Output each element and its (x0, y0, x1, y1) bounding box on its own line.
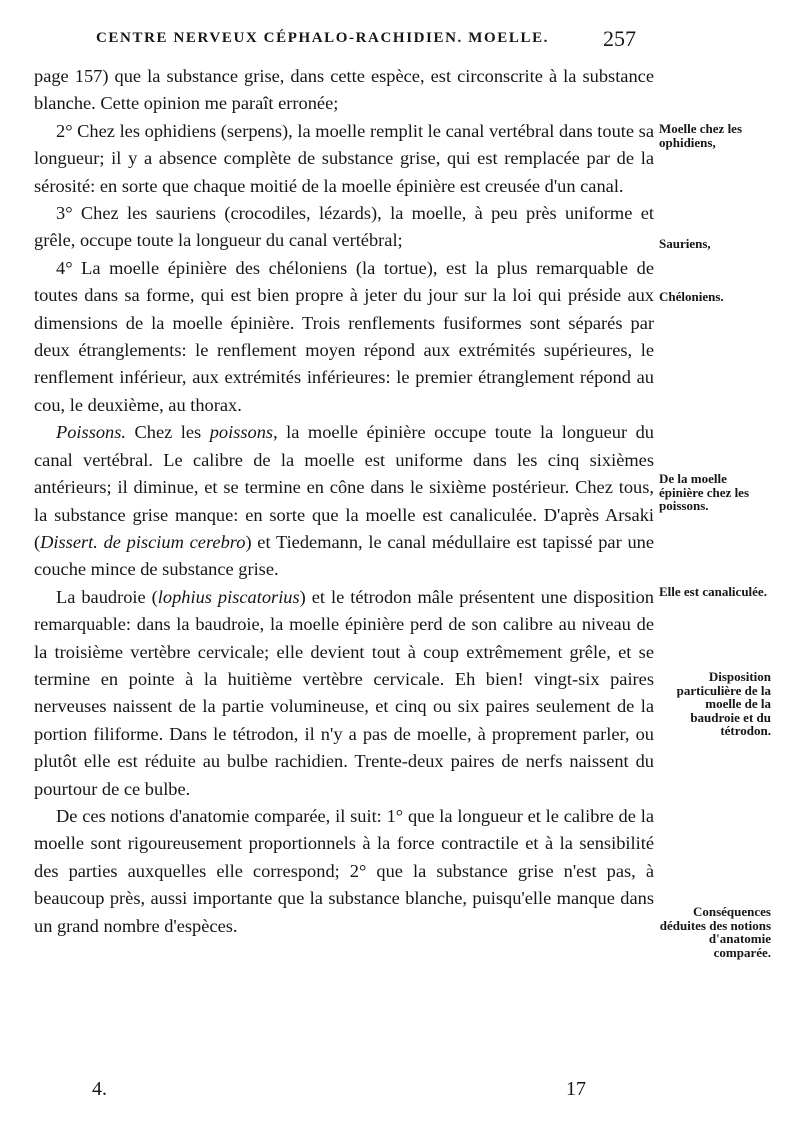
folio-number: 17 (566, 1078, 586, 1100)
citation-title: Dissert. de piscium cerebro (40, 531, 246, 552)
running-title: CENTRE NERVEUX CÉPHALO-RACHIDIEN. MOELLE. (96, 30, 550, 46)
paragraph-baudroie (34, 584, 654, 803)
paragraph-cheloniens: 4° La moelle épinière des chéloniens (la tortue), est la plus remarquable de toutes dans sa forme, qui est bien propre à jeter du jour sur la loi qui préside aux dimensions de la moelle épinière. Trois renflements fusiformes sont séparés par deux étranglements: le renflement moyen répond aux extrémités supérieures, le renflement inférieur, aux extrémités inférieures: le premier étranglement répond au cou, le deuxième, au thorax. (34, 257, 654, 415)
paragraph-sauriens: 3° Chez les sauriens (crocodiles, lézards), la moelle, à peu près uniforme et grêle, occupe toute la longueur du canal vertébral; (34, 203, 654, 251)
page-number: 257 (603, 26, 636, 51)
paragraph-continuation: page 157) que la substance grise, dans cette espèce, est circonscrite à la substance blanche. Cette opinion me paraît erronée; (34, 66, 654, 114)
section-lead-poissons: Poissons. (56, 422, 126, 443)
margin-note-poissons: De la moelle épinière chez les poissons. (659, 471, 750, 513)
text-run: ) et le tétrodon mâle présentent une disposition remarquable: dans la baudroie, la moelle épinière perd de son calibre au niveau de la troisième vertèbre cervicale; elle devient tout à coup extrêmement grêle, et se termine en pointe à la huitième vertèbre cervicale. Eh bien! vingt-six paires nerveuses naissent de la partie volumineuse, et cinq ou six paires seulement de la portion filiforme. Dans le tétrodon, il n'y a pas de moelle, à proprement parler, ou plutôt elle est réduite au bulbe rachidien. Trente-deux paires de nerfs naissent du pourtour de ce bulbe. (34, 586, 654, 799)
text-run: La baudroie ( (56, 586, 158, 607)
text-run: , la moelle épinière occupe toute la longueur du canal vertébral. Le calibre de la moelle est uniforme dans les cinq sixièmes antérieurs; il diminue, et se termine en cône dans le sixième postérieur. Chez tous, la substance grise manque: en sorte que la moelle est canaliculée. D'après Arsaki ( (34, 422, 654, 552)
margin-note-disposition: Disposition particulière de la moelle de la baudroie et du tétrodon. (676, 669, 771, 738)
margin-note-consequences: Conséquences déduites des notions d'anatomie comparée. (659, 904, 771, 960)
signature-mark: 4. (92, 1078, 107, 1100)
margin-note-cheloniens: Chéloniens. (659, 289, 724, 304)
latin-name: lophius piscatorius (157, 586, 300, 607)
margin-note-canaliculee: Elle est canaliculée. (659, 584, 767, 599)
italic-term: poissons (209, 422, 274, 443)
margin-note-ophidiens: Moelle chez les ophidiens, (659, 121, 743, 150)
main-text (34, 63, 654, 940)
margin-note-sauriens: Sauriens, (659, 236, 711, 251)
text-run: ) et Tiedemann, le canal médullaire est tapissé par une couche mince de substance grise. (34, 531, 654, 580)
text-run: Chez les (126, 422, 210, 443)
paragraph-conclusion: De ces notions d'anatomie comparée, il suit: 1° que la longueur et le calibre de la moelle sont rigoureusement proportionnels à la force contractile et à la sensibilité des parties auxquelles elle correspond; 2° que la substance grise n'est pas, à beaucoup près, aussi importante que la substance blanche, puisqu'elle manque dans un grand nombre d'espèces. (34, 805, 654, 936)
paragraph-ophidiens: 2° Chez les ophidiens (serpens), la moelle remplit le canal vertébral dans toute sa longueur; il y a absence complète de substance grise, qui est remplacée par de la sérosité: en sorte que chaque moitié de la moelle épinière est creusée d'un canal. (34, 120, 654, 196)
paragraph-poissons (34, 419, 654, 583)
